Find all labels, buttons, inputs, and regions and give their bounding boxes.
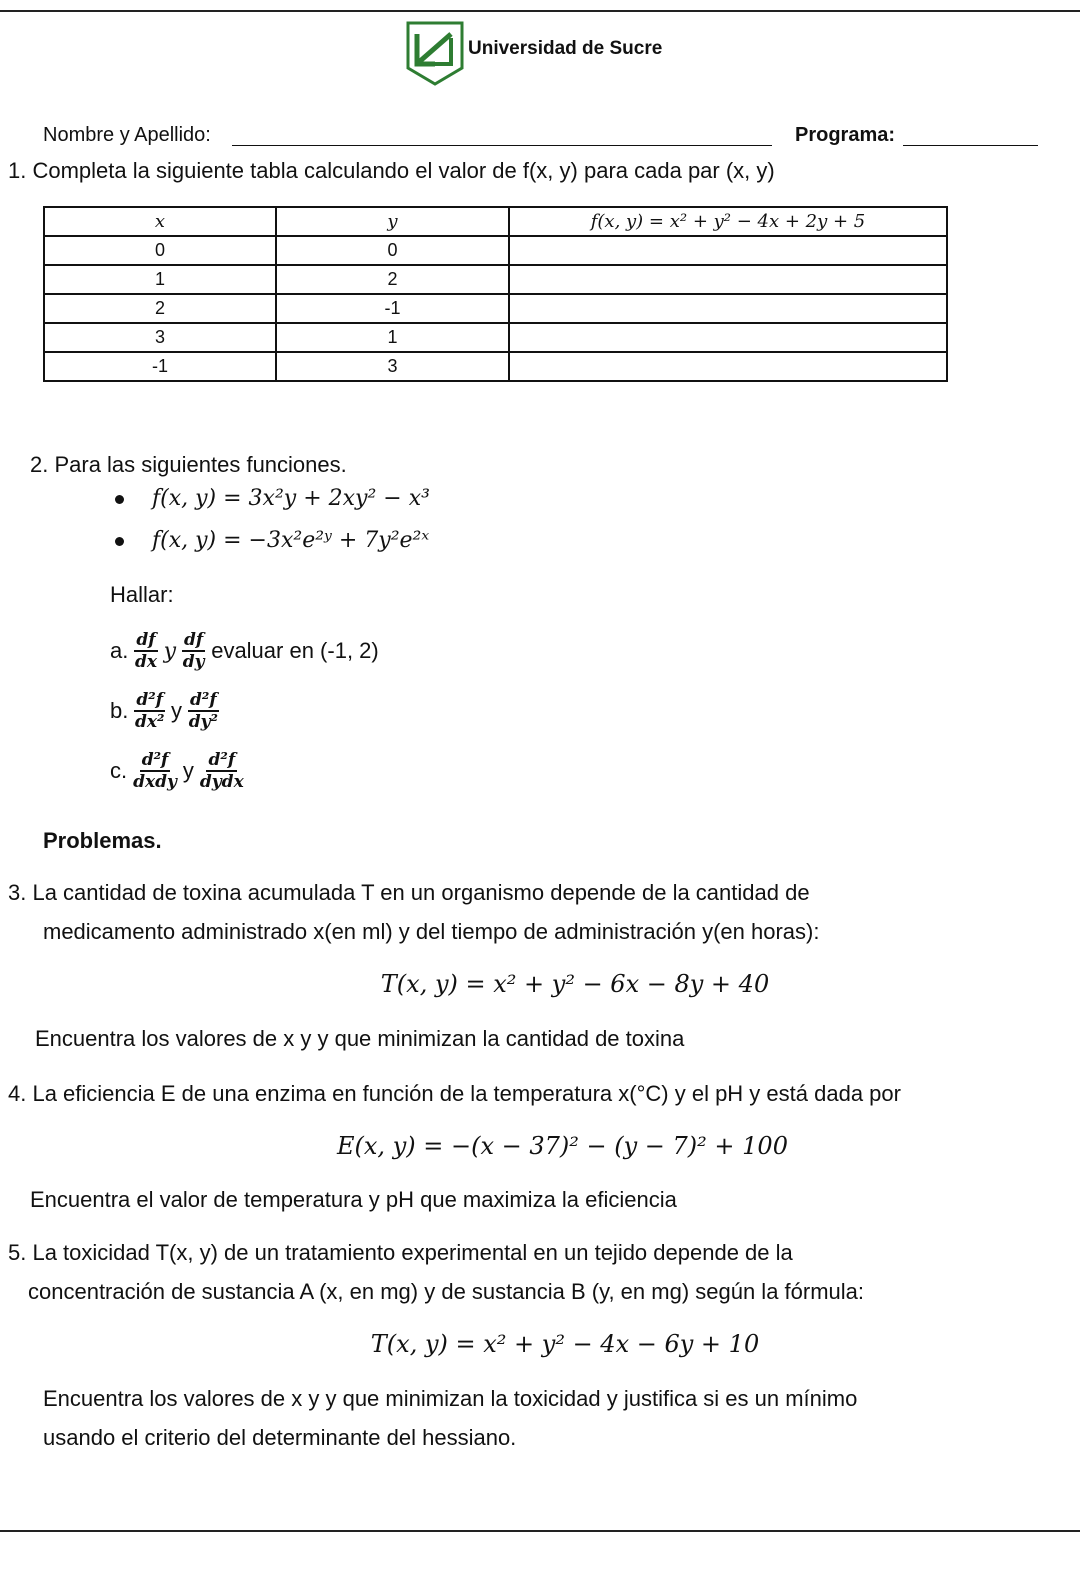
denominator: dydx <box>199 772 244 792</box>
table-row <box>44 323 947 352</box>
table-row <box>44 265 947 294</box>
cell-x: 0 <box>44 236 276 265</box>
q5-formula: T(x, y) = x² + y² − 4x − 6y + 10 <box>370 1330 760 1358</box>
table-row <box>44 294 947 323</box>
cell-x: -1 <box>44 352 276 381</box>
cell-x: 1 <box>44 265 276 294</box>
cell-x: 2 <box>44 294 276 323</box>
item-suffix: evaluar en (-1, 2) <box>211 638 379 663</box>
question-2: 2. Para las siguientes funciones. <box>30 452 347 477</box>
q4-line1: 4. La eficiencia E de una enzima en función de la temperatura x(°C) y el pH y está dada por <box>8 1081 901 1106</box>
denominator: dy <box>182 652 205 672</box>
cell-f[interactable] <box>509 323 947 352</box>
function-2 <box>115 528 429 553</box>
denominator: dy² <box>188 712 218 732</box>
numerator: d²f <box>208 750 236 770</box>
q3-formula: T(x, y) = x² + y² − 6x − 8y + 40 <box>380 970 770 998</box>
numerator: d²f <box>190 690 217 710</box>
top-rule <box>0 10 1080 12</box>
name-field[interactable] <box>232 145 772 146</box>
denominator: dxdy <box>133 772 177 792</box>
separator: y <box>163 638 176 664</box>
find-label: Hallar: <box>110 582 174 607</box>
program-label: Programa: <box>795 124 896 146</box>
numerator: df <box>184 630 204 650</box>
q5-line1: 5. La toxicidad T(x, y) de un tratamiento experimental en un tejido depende de la <box>8 1240 793 1265</box>
cell-y: 2 <box>276 265 509 294</box>
problems-title: Problemas. <box>43 828 162 853</box>
q3-line1: 3. La cantidad de toxina acumulada T en un organismo depende de la cantidad de <box>8 880 810 905</box>
fraction <box>134 690 165 732</box>
numerator: d²f <box>141 750 169 770</box>
bottom-rule <box>0 1530 1080 1532</box>
cell-y: 0 <box>276 236 509 265</box>
item-b <box>110 690 225 732</box>
cell-f[interactable] <box>509 352 947 381</box>
university-name: Universidad de Sucre <box>468 38 663 59</box>
name-label: Nombre y Apellido: <box>43 124 211 146</box>
col-f: f(x, y) = x² + y² − 4x + 2y + 5 <box>509 207 947 236</box>
cell-f[interactable] <box>509 265 947 294</box>
table-header-row <box>44 207 947 236</box>
function-1-text: f(x, y) = 3x²y + 2xy² − x³ <box>152 486 430 511</box>
separator: y <box>182 758 194 783</box>
denominator: dx <box>134 652 157 672</box>
fraction <box>200 750 244 792</box>
col-y: y <box>276 207 509 236</box>
cell-f[interactable] <box>509 236 947 265</box>
item-c <box>110 750 250 792</box>
fraction <box>182 630 205 672</box>
item-a <box>110 630 379 672</box>
university-logo <box>405 20 465 86</box>
cell-y: -1 <box>276 294 509 323</box>
q3-line2: medicamento administrado x(en ml) y del tiempo de administración y(en horas): <box>43 919 820 944</box>
q3-task: Encuentra los valores de x y y que minimizan la cantidad de toxina <box>35 1026 685 1051</box>
q4-task: Encuentra el valor de temperatura y pH que maximiza la eficiencia <box>30 1187 677 1212</box>
separator: y <box>171 698 183 723</box>
program-field[interactable] <box>903 145 1038 146</box>
function-2-text: f(x, y) = −3x²e²ʸ + 7y²e²ˣ <box>152 528 430 553</box>
item-label: b. <box>110 698 129 723</box>
fraction <box>133 750 177 792</box>
cell-f[interactable] <box>509 294 947 323</box>
cell-y: 3 <box>276 352 509 381</box>
q5-task-line1: Encuentra los valores de x y y que minimizan la toxicidad y justifica si es un mínimo <box>43 1386 858 1411</box>
q4-formula: E(x, y) = −(x − 37)² − (y − 7)² + 100 <box>337 1132 788 1160</box>
question-1: 1. Completa la siguiente tabla calculando el valor de f(x, y) para cada par (x, y) <box>8 158 775 183</box>
cell-y: 1 <box>276 323 509 352</box>
numerator: d²f <box>136 690 164 710</box>
values-table <box>43 206 948 382</box>
q5-line2: concentración de sustancia A (x, en mg) y de sustancia B (y, en mg) según la fórmula: <box>28 1279 865 1304</box>
numerator: df <box>136 630 156 650</box>
q5-task-line2: usando el criterio del determinante del hessiano. <box>43 1425 517 1450</box>
function-1 <box>115 486 430 511</box>
item-label: a. <box>110 638 129 663</box>
cell-x: 3 <box>44 323 276 352</box>
col-x: x <box>44 207 276 236</box>
table-row <box>44 352 947 381</box>
fraction <box>134 630 157 672</box>
bullet-icon <box>115 537 124 546</box>
fraction <box>188 690 219 732</box>
table-row <box>44 236 947 265</box>
bullet-icon <box>115 495 124 504</box>
item-label: c. <box>110 758 128 783</box>
denominator: dx² <box>134 712 165 732</box>
